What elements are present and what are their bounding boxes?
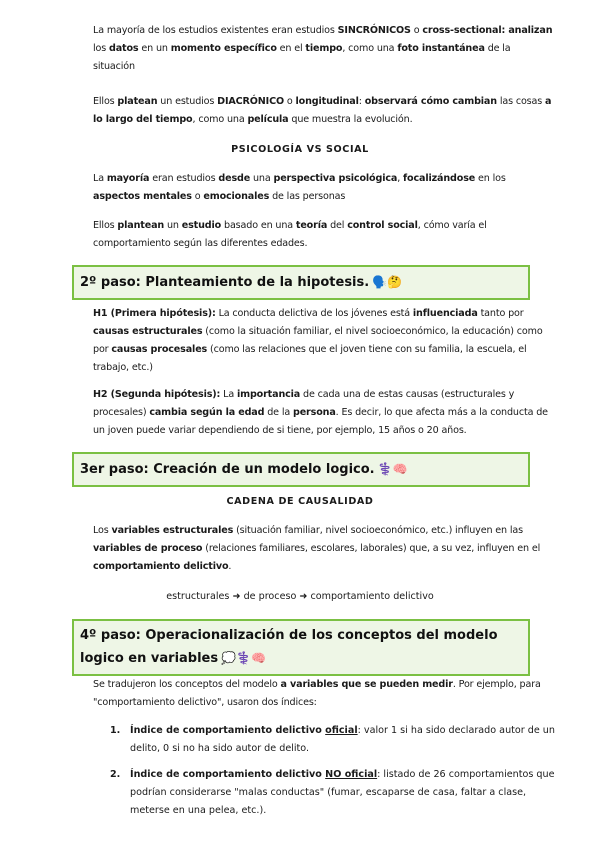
list-item xyxy=(110,722,555,758)
text: Ellos xyxy=(93,220,118,231)
bold-text: persona xyxy=(292,407,336,418)
paragraph-control-social xyxy=(93,217,555,253)
text: , xyxy=(397,173,404,184)
hypothesis-1 xyxy=(93,305,555,377)
text: un estudios xyxy=(157,96,218,107)
text: en un xyxy=(138,43,171,54)
bold-text: causas estructurales xyxy=(93,326,203,337)
hypothesis-2 xyxy=(93,386,555,440)
step-3-heading xyxy=(72,452,530,487)
text: , como una xyxy=(192,114,248,125)
bold-text: tiempo xyxy=(305,43,343,54)
text: en los xyxy=(475,173,506,184)
bold-text: desde xyxy=(218,173,251,184)
text: o xyxy=(191,191,204,202)
text: los xyxy=(93,43,109,54)
text: o xyxy=(410,25,423,36)
list-item xyxy=(110,766,555,820)
text: La conducta delictiva de los jóvenes está xyxy=(215,308,413,319)
underlined-text: NO oficial xyxy=(325,769,378,780)
bold-text: perspectiva psicológica xyxy=(273,173,398,184)
text: : xyxy=(358,96,365,107)
bold-text: estudio xyxy=(181,220,222,231)
paragraph-variables xyxy=(93,522,555,576)
text: . Por ejemplo, para "comportamiento delictivo", usaron dos índices: xyxy=(93,679,541,708)
bold-text: H1 (Primera hipótesis): xyxy=(93,308,216,319)
bold-text: importancia xyxy=(236,389,301,400)
list-number: 2. xyxy=(110,769,121,780)
bold-text: control social xyxy=(347,220,418,231)
bold-text: comportamiento delictivo xyxy=(93,561,229,572)
text: en el xyxy=(276,43,306,54)
underlined-text: oficial xyxy=(325,725,358,736)
step-title: 4º paso: Operacionalización de los conceptos del modelo logico en variables xyxy=(80,628,498,666)
text: de cada una de estas causas (estructurales y procesales) xyxy=(93,389,515,418)
paragraph-mayoria xyxy=(93,170,555,206)
text: , cómo varía el comportamiento según las diferentes edades. xyxy=(93,220,487,249)
bold-text: platean xyxy=(117,96,158,107)
heading-cadena-de-causalidad: CADENA DE CAUSALIDAD xyxy=(226,496,374,507)
text: La xyxy=(220,389,237,400)
text: (situación familiar, nivel socioeconómico, etc.) influyen en las xyxy=(233,525,523,536)
bold-text: H2 (Segunda hipótesis): xyxy=(93,389,221,400)
text: tanto por xyxy=(477,308,524,319)
paragraph-diacronico xyxy=(93,93,555,129)
bold-text: DIACRÓNICO xyxy=(217,96,284,107)
bold-text: aspectos mentales xyxy=(93,191,192,202)
bold-text: longitudinal xyxy=(295,96,359,107)
text: de la situación xyxy=(93,43,511,72)
text: Ellos xyxy=(93,96,118,107)
text: que muestra la evolución. xyxy=(288,114,413,125)
text: . Es decir, lo que afecta más a la conducta de un joven puede variar dependiendo de si tiene, por ejemplo, 15 años o 20 años. xyxy=(93,407,548,436)
bold-text: a lo largo del tiempo xyxy=(93,96,552,125)
text: . xyxy=(228,561,232,572)
bold-text: cross-sectional: analizan xyxy=(422,25,553,36)
text: eran estudios xyxy=(149,173,219,184)
text: una xyxy=(250,173,274,184)
text: de las personas xyxy=(269,191,346,202)
bold-text: momento específico xyxy=(170,43,277,54)
text: : valor 1 si ha sido declarado autor de un delito, 0 si no ha sido autor de delito. xyxy=(130,725,555,754)
bold-text: causas procesales xyxy=(111,344,208,355)
text: (relaciones familiares, escolares, laborales) que, a su vez, influyen en el xyxy=(202,543,541,554)
step-title: 3er paso: Creación de un modelo logico. xyxy=(80,462,375,477)
paragraph-operacionalizacion xyxy=(93,676,555,712)
text: las cosas xyxy=(496,96,545,107)
step-title: 2º paso: Planteamiento de la hipotesis. xyxy=(80,275,370,290)
bold-text: película xyxy=(247,114,289,125)
step-4-heading xyxy=(72,619,530,676)
bold-text: a variables que se pueden medir xyxy=(280,679,453,690)
text: : listado de 26 comportamientos que podrían considerarse "malas conductas" (fumar, escaparse de casa, faltar a clase, meterse en una pelea, etc.). xyxy=(130,769,555,816)
text: o xyxy=(283,96,296,107)
bold-text: focalizándose xyxy=(403,173,476,184)
heading-psicologia-vs-social: PSICOLOGÍA VS SOCIAL xyxy=(231,144,369,155)
bold-text: SINCRÓNICOS xyxy=(337,25,411,36)
text: Se tradujeron los conceptos del modelo xyxy=(93,679,281,690)
paragraph-sincronicos xyxy=(93,22,555,76)
text: La mayoría de los estudios existentes eran estudios xyxy=(93,25,338,36)
medical-brain-emoji-icon: ⚕️🧠 xyxy=(377,462,408,476)
text: un xyxy=(164,220,182,231)
bold-text: Índice de comportamiento delictivo xyxy=(130,769,326,780)
bold-text: foto instantánea xyxy=(397,43,485,54)
bold-text: Índice de comportamiento delictivo xyxy=(130,725,326,736)
text: , como una xyxy=(342,43,398,54)
step-2-heading xyxy=(72,265,530,300)
text: basado en una xyxy=(221,220,296,231)
bold-text: cambia según la edad xyxy=(149,407,265,418)
bold-text: mayoría xyxy=(106,173,150,184)
text: Los xyxy=(93,525,112,536)
text: del xyxy=(327,220,348,231)
bold-text: variables estructurales xyxy=(111,525,234,536)
bold-text: observará cómo cambian xyxy=(364,96,497,107)
speaking-thinking-emoji-icon: 🗣️🤔 xyxy=(372,275,403,289)
text: de la xyxy=(264,407,293,418)
bold-text: plantean xyxy=(117,220,165,231)
bold-text: datos xyxy=(108,43,139,54)
list-number: 1. xyxy=(110,725,121,736)
bold-text: variables de proceso xyxy=(93,543,203,554)
text: (como la situación familiar, el nivel socioeconómico, la educación) como por xyxy=(93,326,543,355)
bold-text: emocionales xyxy=(203,191,270,202)
text: (como las relaciones que el joven tiene con su familia, la escuela, el trabajo, etc.) xyxy=(93,344,527,373)
causality-chain: estructurales ➜ de proceso ➜ comportamiento delictivo xyxy=(166,591,434,602)
text: La xyxy=(93,173,107,184)
thought-medical-brain-emoji-icon: 💭⚕️🧠 xyxy=(221,651,266,665)
bold-text: influenciada xyxy=(412,308,478,319)
bold-text: teoría xyxy=(295,220,328,231)
